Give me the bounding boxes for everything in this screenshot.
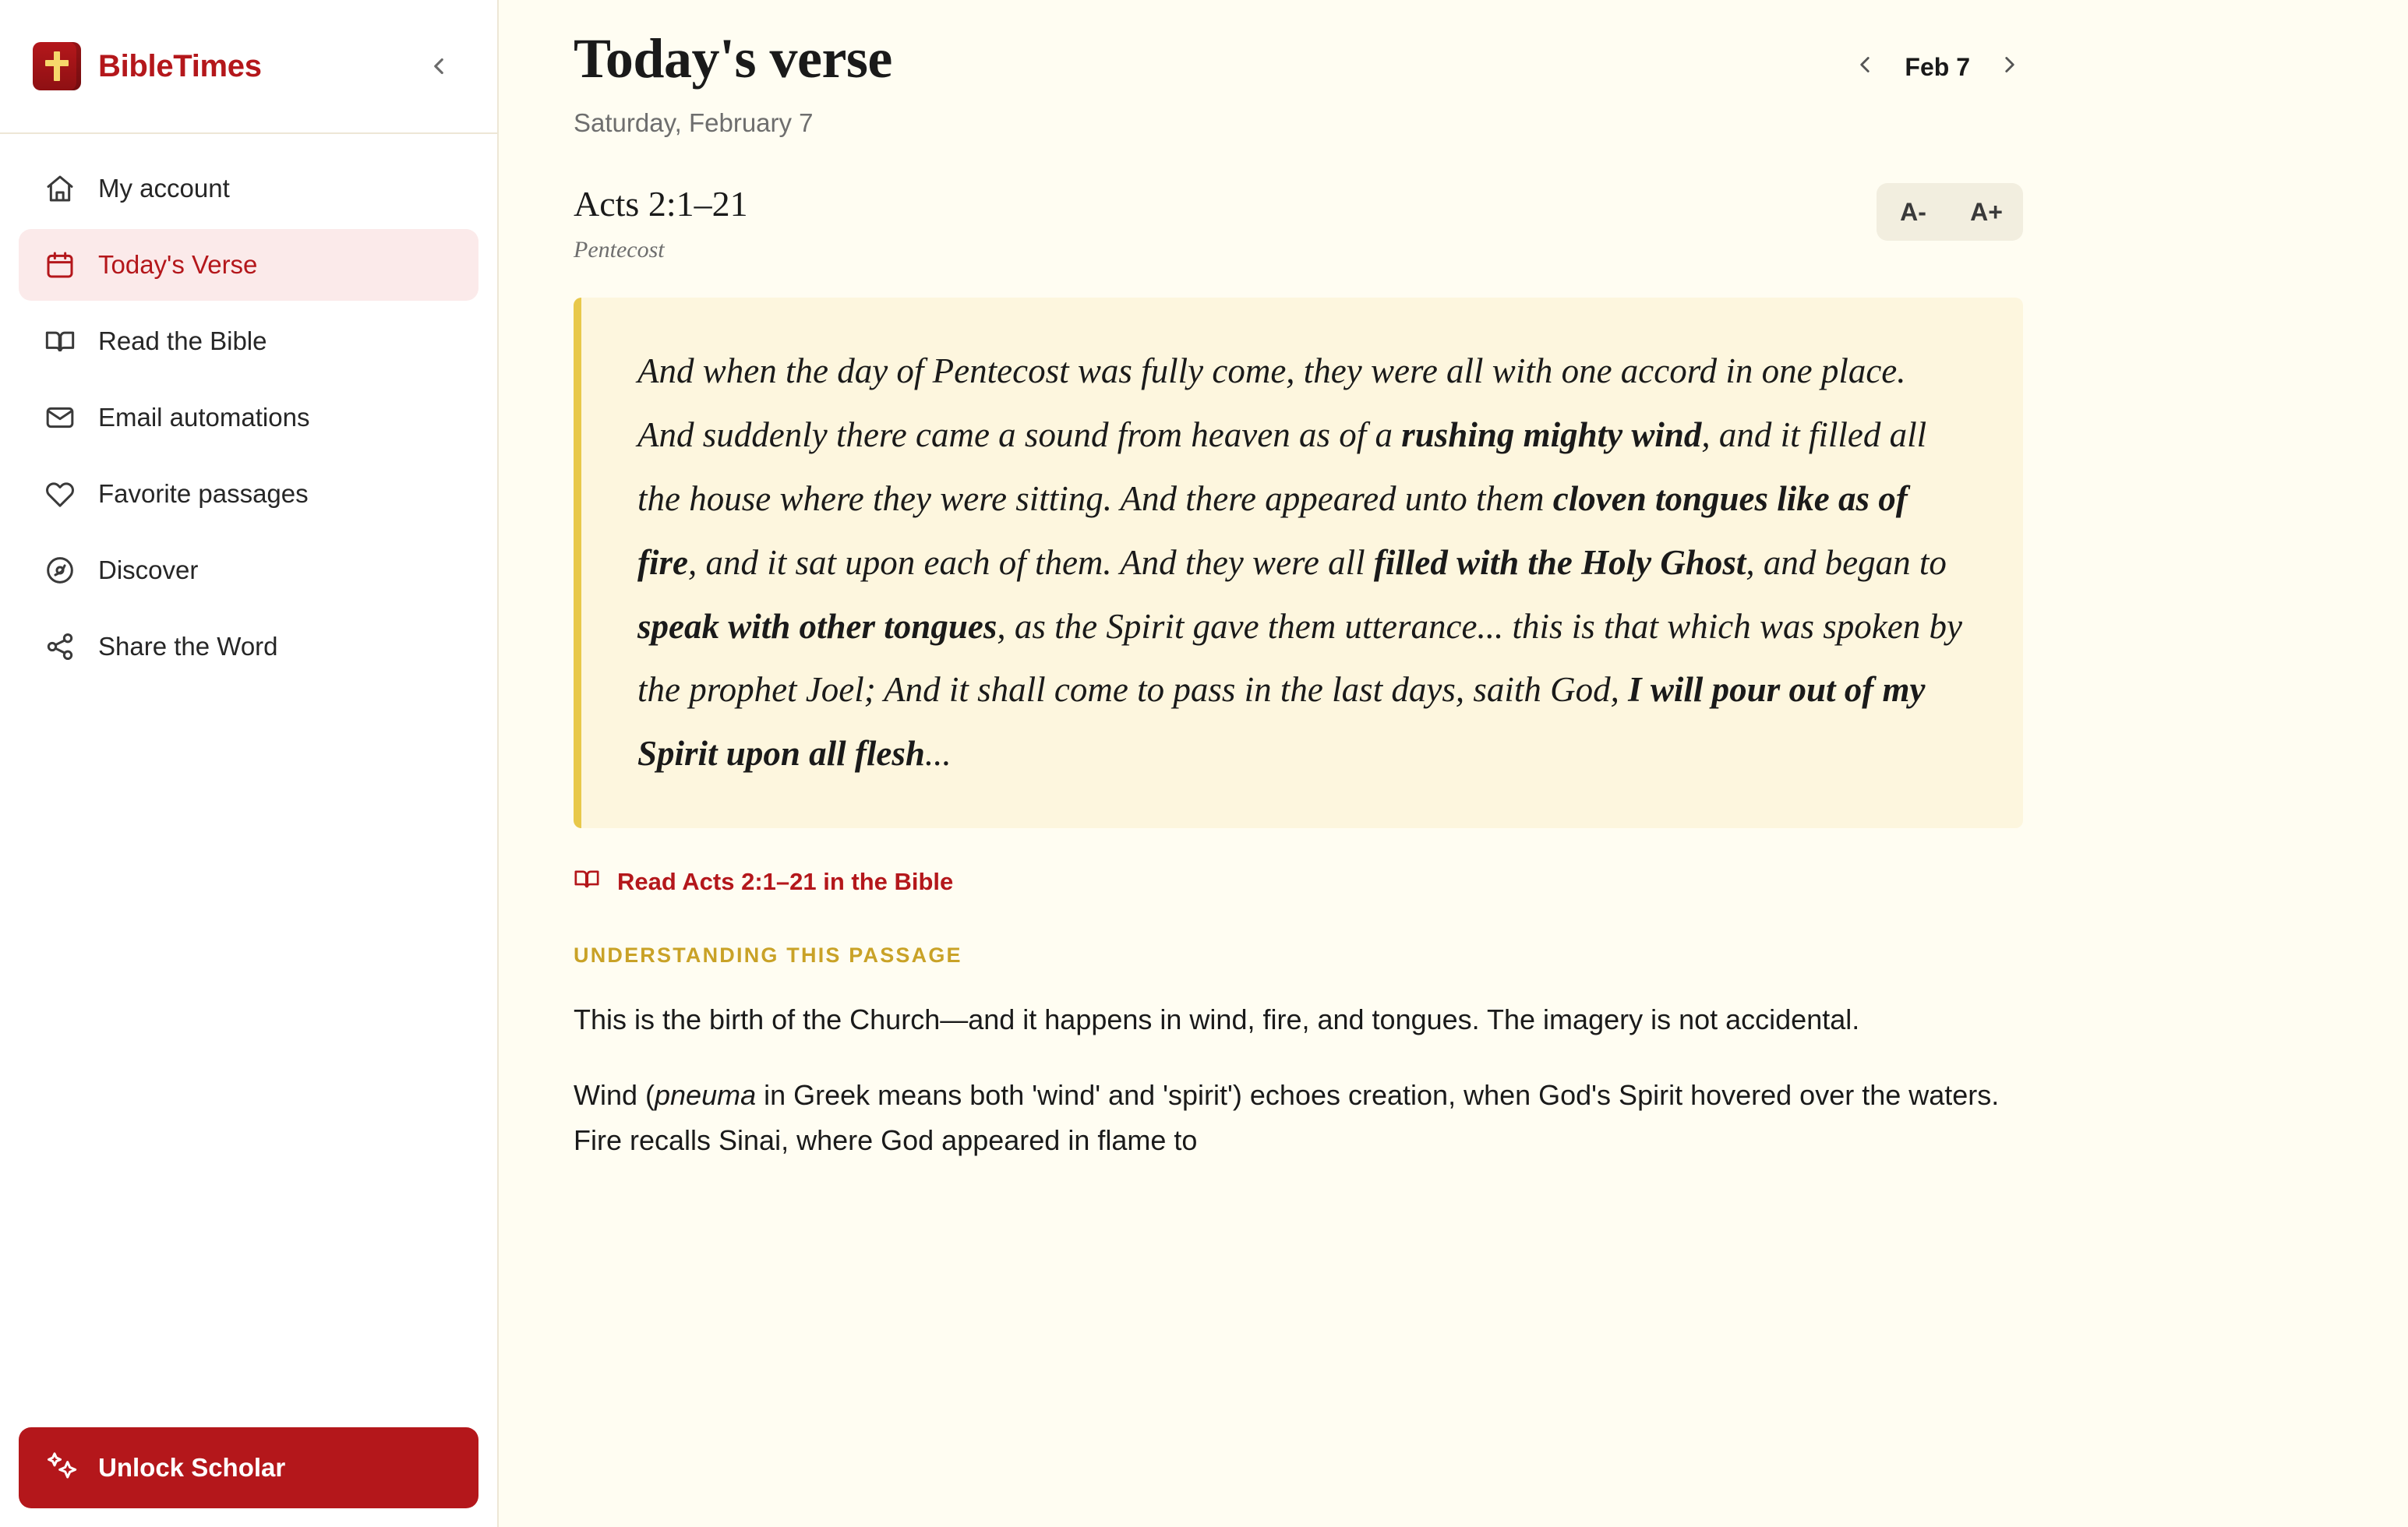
sidebar-item-label: Today's Verse	[98, 250, 258, 279]
sidebar-item-discover[interactable]	[19, 534, 478, 606]
font-increase-button[interactable]: A+	[1970, 197, 2003, 226]
understanding-paragraph-2	[574, 1073, 2023, 1164]
sidebar-item-read-the-bible[interactable]	[19, 305, 478, 377]
heart-icon	[44, 478, 76, 510]
passage-theme: Pentecost	[574, 237, 665, 263]
sidebar-collapse-button[interactable]	[418, 45, 460, 87]
next-day-button[interactable]	[1997, 51, 2023, 83]
brand[interactable]	[33, 42, 262, 90]
verse-run: , and it sat upon each of them. And they were all	[687, 542, 1374, 582]
calendar-icon	[44, 249, 76, 281]
understanding-section-label: UNDERSTANDING THIS PASSAGE	[574, 943, 962, 968]
font-size-control	[1877, 183, 2023, 241]
book-open-icon	[574, 866, 600, 898]
understanding-paragraph-1: This is the birth of the Church—and it happens in wind, fire, and tongues. The imagery is not accidental.	[574, 1003, 1860, 1036]
unlock-scholar-label: Unlock Scholar	[98, 1453, 286, 1482]
read-in-bible-label: Read Acts 2:1–21 in the Bible	[617, 868, 954, 896]
verse-text	[637, 340, 1964, 786]
verse-card	[574, 298, 2023, 828]
compass-icon	[44, 554, 76, 587]
verse-emphasis: speak with other tongues	[637, 606, 997, 646]
brand-name: BibleTimes	[98, 48, 262, 83]
passage-reference: Acts 2:1–21	[574, 184, 748, 224]
verse-run: , and it filled all the house where they were sitting. And there appeared unto them	[637, 414, 1927, 518]
sidebar	[0, 0, 499, 1527]
prev-day-button[interactable]	[1852, 51, 1878, 83]
sidebar-header	[0, 0, 497, 134]
paragraph-2-pre: Wind (	[574, 1078, 655, 1111]
verse-run: , as the Spirit gave them utterance... this is that which was spoken by the prophet Joel; And it shall come to pass in the last days, saith God,	[637, 606, 1962, 710]
sidebar-item-label: Read the Bible	[98, 326, 267, 355]
sidebar-item-favorite-passages[interactable]	[19, 458, 478, 530]
sidebar-item-label: Email automations	[98, 403, 310, 432]
page-subtitle: Saturday, February 7	[574, 108, 814, 137]
sparkle-icon	[47, 1449, 78, 1486]
paragraph-2-post: in Greek means both 'wind' and 'spirit') echoes creation, when God's Spirit hovered over the waters. Fire recalls Sinai, where God appeared in flame to	[574, 1078, 2000, 1156]
chevron-left-icon	[425, 53, 452, 79]
read-in-bible-link[interactable]	[574, 866, 2023, 898]
unlock-scholar-button[interactable]	[19, 1427, 478, 1508]
date-navigator	[1852, 26, 2023, 83]
verse-run: , and began to	[1746, 542, 1947, 582]
verse-emphasis: cloven tongues like as of fire	[637, 478, 1908, 582]
greek-term: pneuma	[655, 1078, 757, 1111]
verse-emphasis: I will pour out of my Spirit upon all flesh	[637, 670, 1926, 774]
verse-run: ...	[924, 734, 952, 774]
sidebar-item-email-automations[interactable]	[19, 382, 478, 453]
sidebar-item-my-account[interactable]	[19, 153, 478, 224]
sidebar-nav	[0, 134, 497, 1427]
chevron-right-icon	[1997, 51, 2023, 78]
mail-icon	[44, 401, 76, 434]
verse-run: And when the day of Pentecost was fully come, they were all with one accord in one place. And suddenly there came a sound from heaven as of a	[637, 351, 1906, 454]
sidebar-item-todays-verse[interactable]	[19, 229, 478, 301]
sidebar-item-label: Discover	[98, 555, 199, 584]
sidebar-item-label: My account	[98, 174, 230, 203]
header-row	[574, 26, 2023, 91]
font-decrease-button[interactable]: A-	[1900, 197, 1926, 226]
sidebar-item-label: Favorite passages	[98, 479, 309, 508]
page-title: Today's verse	[574, 27, 892, 90]
book-open-icon	[44, 325, 76, 358]
sidebar-footer	[0, 1427, 497, 1527]
chevron-left-icon	[1852, 51, 1878, 78]
passage-reference-row	[574, 183, 2023, 263]
sidebar-item-label: Share the Word	[98, 632, 278, 661]
current-date-label: Feb 7	[1905, 53, 1970, 81]
share-icon	[44, 630, 76, 663]
verse-emphasis: rushing mighty wind	[1401, 414, 1702, 454]
home-icon	[44, 172, 76, 205]
main-content	[499, 0, 2408, 1527]
bible-logo-icon	[33, 42, 81, 90]
sidebar-item-share-the-word[interactable]	[19, 611, 478, 682]
verse-emphasis: filled with the Holy Ghost	[1373, 542, 1746, 582]
